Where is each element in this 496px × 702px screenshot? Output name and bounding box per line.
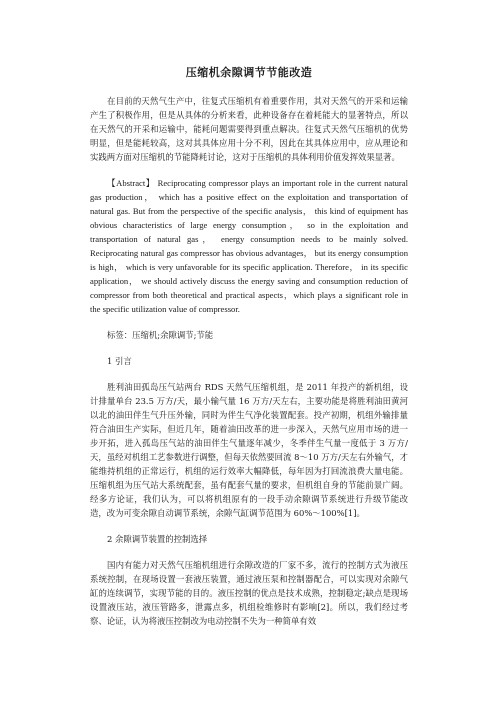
abstract-text: Reciprocating compressor plays an important role in the current natural gas production， which has a positive effect on the exploitation and transportation of natural gas. But from the perspective of the specific analysis， this kind of equipment has obvious characteristics of large energy consumption， so in the exploitation and transportation of natural gas， energy consumption needs to be mainly solved. Reciprocating natural gas compressor has obvious advantages， but its energy consumption is high， which is very unfavorable for its specific application. Therefore， in its specific application， we should actively discuss the energy saving and consumption reduction of compressor from both theoretical and practical aspects，which plays a significant role in the specific utilization value of compressor.	[90, 178, 408, 314]
chinese-abstract: 在目前的天然气生产中，往复式压缩机有着重要作用，其对天然气的开采和运输产生了积极作用，但是从具体的分析来看，此种设备存在着耗能大的显著特点，所以在天然气的开采和运输中，能耗问题需要得到重点解决。往复式天然气压缩机的优势明显，但是能耗较高，这对其具体应用十分不利，因此在其具体应用中，应从理论和实践两方面对压缩机的节能降耗讨论，这对于压缩机的具体利用价值发挥效果显著。	[90, 96, 408, 162]
section-2-body: 国内有能力对天然气压缩机组进行余隙改造的厂家不多，流行的控制方式为液压系统控制，在现场设置一套液压装置，通过液压泵和控制器配合，可以实现对余隙气缸的连续调节，实现节能的目的。液压控制的优点是技术成熟，控制稳定;缺点是现场设置液压站，液压管路多，泄露点多，机组检维修时有影响[2]。所以，我们经过考察、论证，认为将液压控制改为电动控制不失为一种简单有效	[90, 560, 408, 626]
keywords: 标签：压缩机;余隙调节;节能	[107, 330, 214, 340]
section-1-heading: 1 引言	[107, 356, 132, 366]
document-title: 压缩机余隙调节节能改造	[185, 66, 313, 79]
abstract-label: 【Abstract】	[107, 178, 155, 188]
section-2-heading: 2 余隙调节装置的控制选择	[107, 534, 208, 544]
english-abstract	[90, 176, 408, 316]
section-1-body: 胜利油田孤岛压气站两台 RDS 天然气压缩机组，是 2011 年投产的新机组，设计排量单台 23.5 万方/天，最小输气量 16 万方/天左右，主要功能是将胜利油田黄河以北的油田伴生气升压外输，同时为伴生气净化装置配套。投产初期，机组外输排量符合油田生产实际，但近几年，随着油田改革的进一步深入，天然气应用市场的进一步开拓，进入孤岛压气站的油田伴生气量逐年减少，冬季伴生气量一度低于 3 万方/天，虽经对机组工艺参数进行调整，但每天依然要回流 8～10 万方/天左右外输气，才能维持机组的正常运行，机组的运行效率大幅降低，每年因为打回流浪费大量电能。压缩机组为压气站大系统配套，虽有配套气量的要求，但机组自身的节能前景广阔。经多方论证，我们认为，可以将机组原有的一段手动余隙调节系统进行升级节能改造，改为可变余隙自动调节系统，余隙气缸调节范围为 60%～100%[1]。	[90, 382, 408, 518]
